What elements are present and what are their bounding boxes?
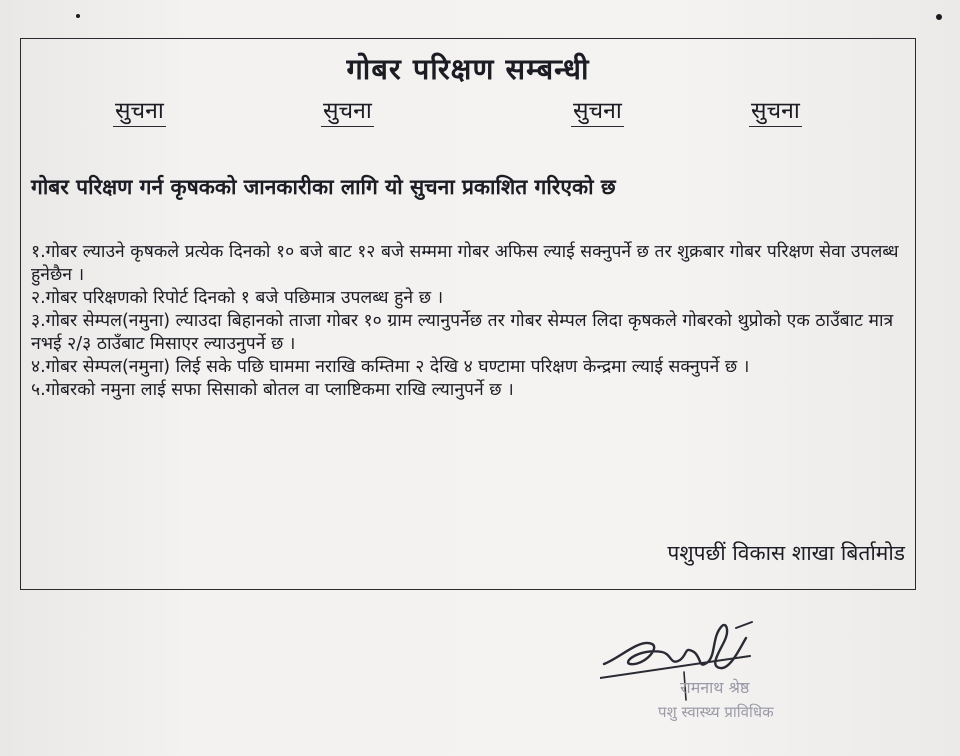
stamp-title: पशु स्वास्थ्य प्राविधिक — [658, 703, 774, 721]
notice-word: सुचना — [749, 97, 802, 127]
notice-point: ५.गोबरको नमुना लाई सफा सिसाको बोतल वा प्लाष्टिकमा राखि ल्यानुपर्ने छ । — [31, 380, 514, 400]
notice-point: ४.गोबर सेम्पल(नमुना) लिई सके पछि घाममा नराखि कम्तिमा २ देखि ४ घण्टामा परिक्षण केन्द्रमा ल्याई सक्नुपर्ने छ । — [31, 357, 750, 377]
notice-point: ३.गोबर सेम्पल(नमुना) ल्याउदा बिहानको ताजा गोबर १० ग्राम ल्यानुपर्नेछ तर गोबर सेम्पल लिदा कृषकले गोबरको थुप्रोको एक ठाउँबाट मात्र नभई २/३ ठाउँबाट मिसाएर ल्याउनुपर्ने छ । — [31, 311, 894, 354]
notice-box — [20, 38, 916, 590]
notice-word: सुचना — [113, 97, 166, 127]
notice-title: गोबर परिक्षण सम्बन्धी — [346, 52, 590, 86]
ink-speck — [936, 14, 942, 20]
notice-word: सुचना — [321, 97, 374, 127]
office-signoff: पशुपछीं विकास शाखा बिर्तामोड — [667, 541, 905, 565]
notice-point: २.गोबर परिक्षणको रिपोर्ट दिनको १ बजे पछिमात्र उपलब्ध हुने छ । — [31, 288, 444, 308]
stamp-name: रामनाथ श्रेष्ठ — [680, 678, 750, 697]
ink-speck — [76, 14, 80, 18]
notice-headline: गोबर परिक्षण गर्न कृषकको जानकारीका लागि यो सुचना प्रकाशित गरिएको छ — [31, 175, 616, 199]
signature-block — [600, 608, 840, 728]
notice-point: १.गोबर ल्याउने कृषकले प्रत्येक दिनको १० बजे बाट १२ बजे सम्ममा गोबर अफिस ल्याई सक्नुपर्ने छ तर शुक्रबार गोबर परिक्षण सेवा उपलब्ध हुनेछैन । — [31, 242, 899, 285]
notice-word: सुचना — [571, 97, 624, 127]
notice-points — [31, 241, 911, 402]
